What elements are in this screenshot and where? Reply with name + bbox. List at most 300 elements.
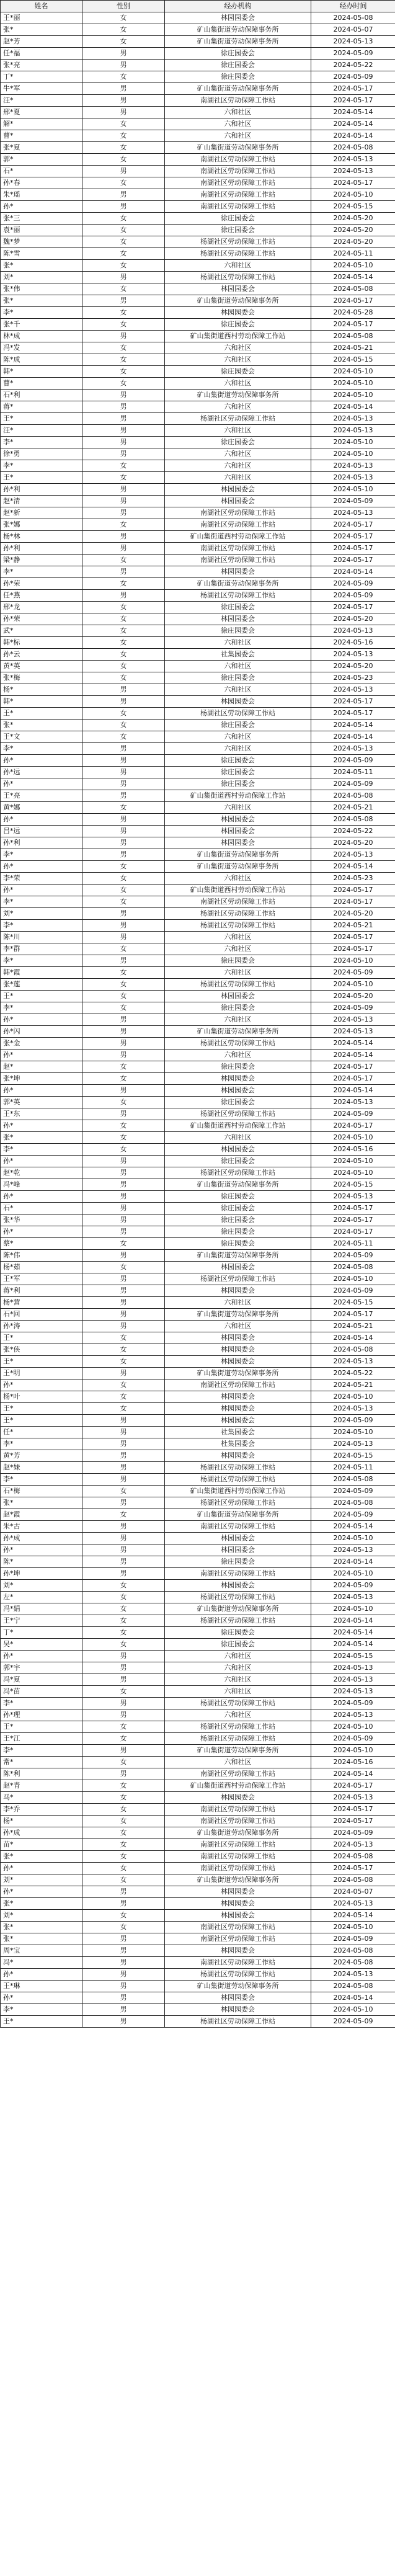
cell-name: 王*文: [1, 731, 82, 743]
cell-name: 孙*: [1, 201, 82, 213]
table-row: [1, 979, 395, 991]
cell-date: 2024-05-22: [311, 1368, 395, 1379]
cell-agency: 南湖社区劳动保障工作站: [165, 1379, 311, 1391]
cell-name: 武*: [1, 625, 82, 637]
cell-agency: 徐庄园委会: [165, 366, 311, 378]
cell-gender: 女: [82, 1403, 165, 1415]
cell-agency: 六和社区: [165, 1132, 311, 1144]
cell-agency: 徐庄园委会: [165, 60, 311, 71]
cell-agency: 徐庄园委会: [165, 720, 311, 731]
table-row: [1, 1486, 395, 1497]
cell-name: 蔡*: [1, 1238, 82, 1250]
table-row: [1, 519, 395, 531]
table-row: [1, 225, 395, 236]
cell-gender: 女: [82, 1262, 165, 1273]
cell-name: 汪*: [1, 425, 82, 437]
cell-name: 陈*利: [1, 1768, 82, 1780]
cell-name: 李*: [1, 1474, 82, 1486]
cell-date: 2024-05-13: [311, 1674, 395, 1686]
cell-gender: 女: [82, 1486, 165, 1497]
cell-date: 2024-05-20: [311, 908, 395, 920]
cell-agency: 徐庄园委会: [165, 71, 311, 83]
cell-name: 刘*: [1, 1910, 82, 1922]
cell-agency: 六和社区: [165, 130, 311, 142]
cell-date: 2024-05-10: [311, 2004, 395, 2016]
cell-date: 2024-05-13: [311, 472, 395, 484]
cell-agency: 六和社区: [165, 1050, 311, 1061]
cell-name: 郭*英: [1, 1097, 82, 1108]
cell-date: 2024-05-13: [311, 36, 395, 48]
cell-date: 2024-05-14: [311, 1768, 395, 1780]
cell-agency: 林园园委会: [165, 991, 311, 1002]
cell-name: 李*: [1, 1438, 82, 1450]
cell-gender: 男: [82, 908, 165, 920]
cell-agency: 林园园委会: [165, 1992, 311, 2004]
cell-agency: 林园园委会: [165, 496, 311, 507]
cell-agency: 南湖社区劳动保障工作站: [165, 1933, 311, 1945]
cell-gender: 男: [82, 1674, 165, 1686]
cell-gender: 男: [82, 1521, 165, 1533]
cell-date: 2024-05-13: [311, 1356, 395, 1368]
cell-agency: 徐庄园委会: [165, 1191, 311, 1203]
cell-name: 刘*: [1, 272, 82, 283]
table-row: [1, 1285, 395, 1297]
cell-agency: 矿山集街道劳动保障事务所: [165, 849, 311, 861]
cell-date: 2024-05-17: [311, 1120, 395, 1132]
cell-name: 张*梅: [1, 672, 82, 684]
cell-agency: 六和社区: [165, 448, 311, 460]
table-row: [1, 1804, 395, 1816]
cell-name: 张*: [1, 1497, 82, 1509]
table-row: [1, 118, 395, 130]
cell-agency: 杨湖社区劳动保障工作站: [165, 1167, 311, 1179]
table-row: [1, 1627, 395, 1639]
cell-gender: 男: [82, 1768, 165, 1780]
cell-agency: 杨湖社区劳动保障工作站: [165, 1592, 311, 1603]
table-row: [1, 213, 395, 225]
cell-name: 张*: [1, 1898, 82, 1910]
cell-date: 2024-05-10: [311, 260, 395, 272]
cell-name: 孙*: [1, 1886, 82, 1898]
cell-date: 2024-05-13: [311, 1662, 395, 1674]
cell-gender: 女: [82, 1804, 165, 1816]
cell-date: 2024-05-10: [311, 1273, 395, 1285]
cell-agency: 林园园委会: [165, 837, 311, 849]
cell-name: 曹*: [1, 130, 82, 142]
cell-name: 郭*: [1, 154, 82, 166]
cell-agency: 徐庄园委会: [165, 778, 311, 790]
cell-agency: 林园园委会: [165, 1285, 311, 1297]
cell-agency: 南湖社区劳动保障工作站: [165, 154, 311, 166]
cell-gender: 女: [82, 24, 165, 36]
cell-gender: 女: [82, 1592, 165, 1603]
cell-gender: 男: [82, 566, 165, 578]
cell-gender: 男: [82, 1898, 165, 1910]
cell-date: 2024-05-13: [311, 425, 395, 437]
cell-gender: 男: [82, 1085, 165, 1097]
cell-agency: 矿山集街道劳动保障事务所: [165, 1603, 311, 1615]
cell-name: 赵*: [1, 1061, 82, 1073]
cell-date: 2024-05-09: [311, 1580, 395, 1592]
cell-date: 2024-05-08: [311, 1497, 395, 1509]
cell-date: 2024-05-15: [311, 1297, 395, 1309]
cell-agency: 林园园委会: [165, 566, 311, 578]
cell-agency: 徐庄园委会: [165, 1639, 311, 1651]
cell-name: 马*: [1, 1792, 82, 1804]
cell-date: 2024-05-10: [311, 366, 395, 378]
table-row: [1, 71, 395, 83]
table-row: [1, 1438, 395, 1450]
cell-name: 孙*成: [1, 1827, 82, 1839]
table-row: [1, 1309, 395, 1321]
cell-name: 石*: [1, 166, 82, 177]
table-row: [1, 908, 395, 920]
cell-name: 韩*霞: [1, 967, 82, 979]
table-row: [1, 1368, 395, 1379]
cell-date: 2024-05-14: [311, 272, 395, 283]
cell-date: 2024-05-09: [311, 496, 395, 507]
cell-gender: 女: [82, 731, 165, 743]
cell-agency: 徐庄园委会: [165, 225, 311, 236]
cell-agency: 杨湖社区劳动保障工作站: [165, 1615, 311, 1627]
cell-date: 2024-05-10: [311, 448, 395, 460]
cell-agency: 矿山集街道劳动保障事务所: [165, 83, 311, 95]
cell-date: 2024-05-14: [311, 1627, 395, 1639]
cell-agency: 南湖社区劳动保障工作站: [165, 519, 311, 531]
cell-gender: 男: [82, 932, 165, 943]
cell-agency: 矿山集街道劳动保障事务所: [165, 1827, 311, 1839]
cell-gender: 女: [82, 1827, 165, 1839]
table-row: [1, 1332, 395, 1344]
cell-agency: 矿山集街道劳动保障事务所: [165, 1026, 311, 1038]
cell-gender: 女: [82, 1356, 165, 1368]
table-row: [1, 1533, 395, 1544]
cell-agency: 六和社区: [165, 637, 311, 649]
cell-name: 孙*春: [1, 177, 82, 189]
table-row: [1, 1156, 395, 1167]
cell-name: 王*丽: [1, 12, 82, 24]
table-row: [1, 189, 395, 201]
cell-date: 2024-05-17: [311, 519, 395, 531]
cell-gender: 女: [82, 1874, 165, 1886]
cell-gender: 男: [82, 413, 165, 425]
cell-name: 刘*: [1, 908, 82, 920]
cell-agency: 矿山集街道劳动保障事务所: [165, 1179, 311, 1191]
cell-name: 孙*: [1, 1992, 82, 2004]
cell-name: 王*: [1, 2016, 82, 2028]
cell-name: 张*亮: [1, 60, 82, 71]
cell-date: 2024-05-20: [311, 837, 395, 849]
cell-name: 丁*: [1, 1627, 82, 1639]
cell-date: 2024-05-13: [311, 460, 395, 472]
cell-agency: 矿山集街道劳动保障事务所: [165, 295, 311, 307]
cell-name: 吴*: [1, 1639, 82, 1651]
cell-date: 2024-05-09: [311, 71, 395, 83]
table-row: [1, 1851, 395, 1863]
cell-agency: 六和社区: [165, 425, 311, 437]
cell-date: 2024-05-20: [311, 613, 395, 625]
cell-gender: 女: [82, 472, 165, 484]
cell-date: 2024-05-22: [311, 60, 395, 71]
table-row: [1, 331, 395, 342]
cell-name: 蒋*: [1, 401, 82, 413]
cell-agency: 杨湖社区劳动保障工作站: [165, 979, 311, 991]
cell-date: 2024-05-08: [311, 1874, 395, 1886]
table-row: [1, 1132, 395, 1144]
cell-gender: 女: [82, 1132, 165, 1144]
cell-name: 李*: [1, 1002, 82, 1014]
cell-name: 石*利: [1, 390, 82, 401]
cell-gender: 男: [82, 1497, 165, 1509]
cell-date: 2024-05-16: [311, 1144, 395, 1156]
cell-gender: 女: [82, 1391, 165, 1403]
cell-agency: 六和社区: [165, 661, 311, 672]
cell-name: 李*群: [1, 943, 82, 955]
cell-date: 2024-05-17: [311, 708, 395, 720]
cell-name: 张*: [1, 295, 82, 307]
cell-name: 李*荣: [1, 873, 82, 885]
cell-gender: 男: [82, 590, 165, 602]
table-row: [1, 1203, 395, 1214]
cell-date: 2024-05-14: [311, 1556, 395, 1568]
cell-name: 孙*: [1, 1226, 82, 1238]
cell-agency: 六和社区: [165, 943, 311, 955]
table-row: [1, 1120, 395, 1132]
cell-agency: 徐庄园委会: [165, 48, 311, 60]
cell-gender: 女: [82, 142, 165, 154]
cell-name: 邢*龙: [1, 602, 82, 613]
cell-name: 黄*芳: [1, 1450, 82, 1462]
table-row: [1, 578, 395, 590]
cell-agency: 林园园委会: [165, 1356, 311, 1368]
cell-date: 2024-05-09: [311, 967, 395, 979]
table-row: [1, 849, 395, 861]
table-row: [1, 496, 395, 507]
table-row: [1, 1686, 395, 1698]
cell-date: 2024-05-13: [311, 625, 395, 637]
cell-date: 2024-05-09: [311, 1827, 395, 1839]
table-row: [1, 354, 395, 366]
cell-agency: 林园园委会: [165, 1945, 311, 1957]
table-row: [1, 1910, 395, 1922]
table-row: [1, 873, 395, 885]
cell-date: 2024-05-17: [311, 1816, 395, 1827]
cell-gender: 女: [82, 1627, 165, 1639]
cell-gender: 男: [82, 2004, 165, 2016]
cell-name: 孙*远: [1, 767, 82, 778]
cell-name: 刘*: [1, 1580, 82, 1592]
cell-name: 张*: [1, 1922, 82, 1933]
cell-agency: 杨湖社区劳动保障工作站: [165, 248, 311, 260]
cell-gender: 女: [82, 130, 165, 142]
cell-gender: 女: [82, 378, 165, 390]
cell-date: 2024-05-14: [311, 861, 395, 873]
cell-gender: 女: [82, 602, 165, 613]
table-row: [1, 366, 395, 378]
cell-gender: 男: [82, 95, 165, 107]
table-row: [1, 1592, 395, 1603]
cell-name: 汪*: [1, 95, 82, 107]
cell-date: 2024-05-07: [311, 24, 395, 36]
cell-agency: 杨湖社区劳动保障工作站: [165, 1108, 311, 1120]
cell-gender: 男: [82, 1651, 165, 1662]
cell-gender: 男: [82, 814, 165, 826]
cell-name: 张*坤: [1, 1073, 82, 1085]
table-row: [1, 1014, 395, 1026]
table-row: [1, 955, 395, 967]
cell-gender: 女: [82, 319, 165, 331]
cell-name: 孙*利: [1, 484, 82, 496]
cell-agency: 林园园委会: [165, 1886, 311, 1898]
cell-gender: 男: [82, 1214, 165, 1226]
cell-name: 孙*: [1, 861, 82, 873]
cell-agency: 六和社区: [165, 260, 311, 272]
cell-date: 2024-05-17: [311, 602, 395, 613]
cell-date: 2024-05-08: [311, 790, 395, 802]
cell-date: 2024-05-17: [311, 1804, 395, 1816]
cell-gender: 男: [82, 1167, 165, 1179]
cell-name: 孙*: [1, 1014, 82, 1026]
cell-gender: 女: [82, 248, 165, 260]
cell-date: 2024-05-09: [311, 1486, 395, 1497]
cell-name: 梁*静: [1, 555, 82, 566]
table-row: [1, 1226, 395, 1238]
cell-name: 赵*芳: [1, 36, 82, 48]
table-row: [1, 531, 395, 543]
table-row: [1, 1521, 395, 1533]
cell-agency: 林园园委会: [165, 307, 311, 319]
table-row: [1, 1097, 395, 1108]
cell-agency: 矿山集街道劳动保障事务所: [165, 1368, 311, 1379]
cell-name: 曹*: [1, 378, 82, 390]
cell-agency: 六和社区: [165, 401, 311, 413]
cell-gender: 男: [82, 83, 165, 95]
cell-gender: 男: [82, 1203, 165, 1214]
cell-name: 王*明: [1, 1368, 82, 1379]
cell-agency: 矿山集街道西村劳动保障工作站: [165, 1486, 311, 1497]
table-row: [1, 2004, 395, 2016]
cell-agency: 杨湖社区劳动保障工作站: [165, 920, 311, 932]
table-row: [1, 943, 395, 955]
cell-gender: 男: [82, 826, 165, 837]
cell-date: 2024-05-10: [311, 1922, 395, 1933]
cell-gender: 男: [82, 60, 165, 71]
table-row: [1, 507, 395, 519]
table-row: [1, 1262, 395, 1273]
cell-date: 2024-05-13: [311, 1438, 395, 1450]
cell-agency: 林园园委会: [165, 826, 311, 837]
cell-date: 2024-05-09: [311, 1250, 395, 1262]
table-row: [1, 378, 395, 390]
cell-name: 张*: [1, 1132, 82, 1144]
cell-date: 2024-05-17: [311, 295, 395, 307]
cell-name: 孙*涛: [1, 1321, 82, 1332]
cell-name: 杨*茹: [1, 1262, 82, 1273]
cell-agency: 杨湖社区劳动保障工作站: [165, 1497, 311, 1509]
table-row: [1, 60, 395, 71]
cell-name: 赵*妹: [1, 1462, 82, 1474]
cell-name: 王*: [1, 1332, 82, 1344]
cell-agency: 徐庄园委会: [165, 1238, 311, 1250]
table-row: [1, 1379, 395, 1391]
cell-date: 2024-05-13: [311, 1969, 395, 1981]
cell-date: 2024-05-14: [311, 1050, 395, 1061]
cell-agency: 林园园委会: [165, 1910, 311, 1922]
cell-agency: 南湖社区劳动保障工作站: [165, 507, 311, 519]
cell-date: 2024-05-17: [311, 1061, 395, 1073]
cell-name: 杨*叶: [1, 1391, 82, 1403]
cell-gender: 女: [82, 649, 165, 661]
cell-gender: 女: [82, 1639, 165, 1651]
cell-agency: 南湖社区劳动保障工作站: [165, 1839, 311, 1851]
table-row: [1, 1839, 395, 1851]
cell-agency: 林园园委会: [165, 1792, 311, 1804]
cell-gender: 女: [82, 12, 165, 24]
cell-name: 王*: [1, 1356, 82, 1368]
cell-date: 2024-05-09: [311, 1108, 395, 1120]
cell-name: 邢*夏: [1, 107, 82, 118]
cell-agency: 矿山集街道西村劳动保障工作站: [165, 531, 311, 543]
cell-name: 杨*: [1, 684, 82, 696]
cell-gender: 男: [82, 1309, 165, 1321]
cell-gender: 男: [82, 1321, 165, 1332]
cell-gender: 女: [82, 519, 165, 531]
cell-gender: 男: [82, 1992, 165, 2004]
cell-agency: 南湖社区劳动保障工作站: [165, 1521, 311, 1533]
cell-date: 2024-05-15: [311, 1179, 395, 1191]
cell-date: 2024-05-11: [311, 1238, 395, 1250]
cell-agency: 徐庄园委会: [165, 767, 311, 778]
cell-date: 2024-05-17: [311, 1073, 395, 1085]
cell-gender: 男: [82, 201, 165, 213]
table-row: [1, 307, 395, 319]
cell-gender: 男: [82, 1556, 165, 1568]
cell-agency: 林园园委会: [165, 1391, 311, 1403]
cell-date: 2024-05-08: [311, 283, 395, 295]
cell-date: 2024-05-11: [311, 248, 395, 260]
cell-date: 2024-05-15: [311, 354, 395, 366]
cell-gender: 男: [82, 401, 165, 413]
cell-gender: 女: [82, 555, 165, 566]
cell-agency: 杨湖社区劳动保障工作站: [165, 908, 311, 920]
cell-name: 孙*: [1, 1863, 82, 1874]
cell-name: 孙*利: [1, 543, 82, 555]
cell-agency: 杜集园委会: [165, 1438, 311, 1450]
cell-date: 2024-05-14: [311, 1910, 395, 1922]
cell-name: 张*莲: [1, 979, 82, 991]
table-row: [1, 83, 395, 95]
table-row: [1, 661, 395, 672]
cell-agency: 南湖社区劳动保障工作站: [165, 1804, 311, 1816]
table-row: [1, 920, 395, 932]
cell-gender: 男: [82, 1662, 165, 1674]
cell-gender: 男: [82, 448, 165, 460]
cell-agency: 徐庄园委会: [165, 1556, 311, 1568]
table-row: [1, 778, 395, 790]
cell-agency: 林园园委会: [165, 1544, 311, 1556]
table-row: [1, 1415, 395, 1427]
cell-agency: 社集园委会: [165, 1427, 311, 1438]
cell-agency: 矿山集街道劳动保障事务所: [165, 1309, 311, 1321]
cell-date: 2024-05-21: [311, 1379, 395, 1391]
cell-name: 孙*云: [1, 649, 82, 661]
cell-name: 吕*远: [1, 826, 82, 837]
table-row: [1, 755, 395, 767]
cell-date: 2024-05-13: [311, 154, 395, 166]
cell-date: 2024-05-17: [311, 1214, 395, 1226]
cell-agency: 六和社区: [165, 684, 311, 696]
table-row: [1, 625, 395, 637]
